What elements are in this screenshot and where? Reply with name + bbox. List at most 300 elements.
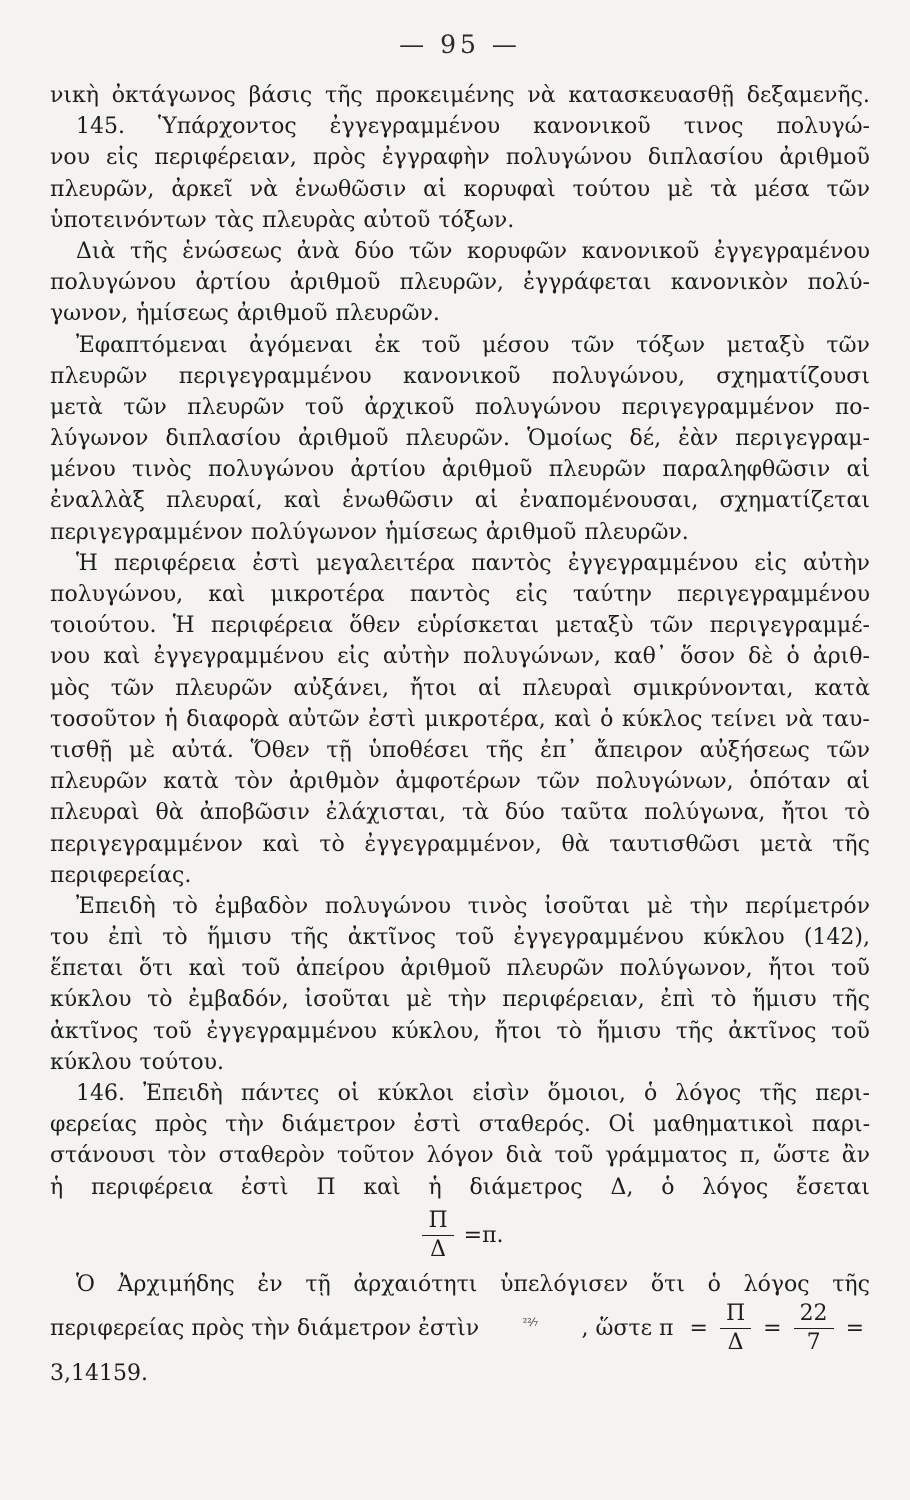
word: ἐγγεγραμμένον, xyxy=(364,831,542,857)
word: π, xyxy=(739,1143,762,1169)
text-body xyxy=(50,80,870,1203)
word: κύκλος xyxy=(622,706,703,732)
word: τῆς xyxy=(290,925,329,951)
word: ὅτι xyxy=(138,956,173,982)
word: πλευραί, xyxy=(166,488,263,514)
word: Ἀρχιμήδης xyxy=(117,1271,235,1297)
word: πλευρῶν. xyxy=(335,301,440,327)
word: αὐξάνει, xyxy=(293,675,390,701)
word: ἀριθμοῦ xyxy=(485,519,577,545)
word: τῶν xyxy=(826,176,870,202)
word: ὁ xyxy=(707,1271,721,1297)
word: τείνει xyxy=(710,706,777,732)
equals-sign-2: = xyxy=(763,1316,782,1342)
word: λόγος xyxy=(675,1081,742,1106)
word: ὅθεν xyxy=(349,613,401,639)
word: περιγεγραμμένου xyxy=(178,363,372,389)
word: τῶν xyxy=(571,332,615,358)
word: ταύτην xyxy=(572,582,652,607)
word: αὐτῶν xyxy=(287,706,360,732)
word: εἰσὶν xyxy=(472,1081,530,1106)
word: τῆς xyxy=(832,987,870,1013)
word: τὸ xyxy=(162,925,188,951)
text-line xyxy=(50,361,870,392)
word: πο- xyxy=(834,394,870,420)
word: ἀκτῖνος xyxy=(728,1018,817,1044)
word: εἰς xyxy=(754,550,787,576)
word: τοῦ xyxy=(455,925,495,951)
word: τὴν xyxy=(689,893,729,919)
word: νὰ xyxy=(527,83,556,108)
word: ἑνωθῶσιν xyxy=(294,176,407,202)
word: ἀνὰ xyxy=(296,238,340,264)
word: κανονικοῦ xyxy=(402,363,521,389)
word: σταθερὸν xyxy=(218,1143,325,1169)
word: τόξων. xyxy=(438,207,515,233)
word: τὸ xyxy=(556,1018,582,1044)
word: περιγεγραμμέ- xyxy=(709,613,870,639)
word: κατὰ xyxy=(814,675,870,701)
word: περιφερείας. xyxy=(50,862,192,888)
word: τινὸς xyxy=(467,893,528,919)
word: αἱ xyxy=(478,675,502,701)
word: πολυγώνου, xyxy=(50,582,184,607)
word: σταθερός. xyxy=(478,1112,591,1138)
word: τῶν xyxy=(408,238,453,264)
word: περιγεγραμμένον xyxy=(50,519,243,545)
text-line xyxy=(50,922,870,953)
word: περι- xyxy=(815,1081,870,1106)
word: παρι- xyxy=(811,1112,870,1138)
word: πολυγώνου xyxy=(207,457,335,483)
word: ἐναλλὰξ xyxy=(50,488,145,514)
word: περιφέρεια xyxy=(210,613,333,639)
word: πλευρῶν, xyxy=(399,270,504,296)
word: ἐστὶ xyxy=(240,1174,289,1200)
word: αἱ xyxy=(846,769,870,795)
word: Ἡ xyxy=(172,613,195,639)
word: πλευρῶν. xyxy=(405,426,510,452)
equals-sign-3: = xyxy=(845,1316,864,1342)
word: μένου xyxy=(50,457,116,483)
word: ἐπὶ xyxy=(660,987,696,1013)
word: θὰ xyxy=(155,800,184,826)
word: τοῦ xyxy=(554,1143,594,1169)
word: τῆς xyxy=(759,1081,797,1106)
word: μικροτέρα, xyxy=(424,706,546,732)
word: αἱ xyxy=(846,457,870,483)
word: μέσου xyxy=(482,332,550,358)
formula-rhs: =π. xyxy=(463,1223,504,1249)
pi-fraction xyxy=(422,1207,453,1264)
word: Ἡ xyxy=(76,550,98,576)
word: πολύγωνον, xyxy=(619,956,753,982)
word: ἐστὶ xyxy=(252,550,300,576)
word: πλευρῶν xyxy=(548,457,647,483)
word: ἕπεται xyxy=(50,956,124,982)
text-line xyxy=(50,267,870,298)
word: ταυτισθῶσι xyxy=(609,831,741,857)
word: τῇ xyxy=(305,1271,331,1297)
word: δεξαμενῆς. xyxy=(746,83,870,108)
pi-fraction-2 xyxy=(720,1300,751,1357)
word: αὐτά. xyxy=(171,737,234,763)
word: ἐμβαδὸν xyxy=(214,893,309,919)
text-line xyxy=(50,1140,870,1171)
fraction3-denominator: 7 xyxy=(806,1330,821,1356)
word: πολύ- xyxy=(807,270,870,296)
word: ὑποτεινόντων xyxy=(50,207,207,233)
final-text-main: περιφερείας πρὸς τὴν διάμετρον ἐστὶν xyxy=(50,1316,480,1342)
text-line xyxy=(50,797,870,828)
word: ἐκ xyxy=(374,332,401,358)
text-line xyxy=(50,860,870,891)
word: πλευρὰς xyxy=(262,207,356,233)
word: ἥμισυ xyxy=(596,1018,662,1044)
small-fraction: ²²⁄₇ xyxy=(522,1316,538,1330)
word: κύκλου xyxy=(50,987,132,1013)
final-text-after: , ὥστε π xyxy=(581,1316,674,1342)
word: καὶ xyxy=(103,644,141,670)
word: μέσα xyxy=(754,176,810,202)
word: μετὰ xyxy=(50,394,103,420)
word: νὰ xyxy=(785,706,814,732)
final-math xyxy=(684,1300,871,1357)
word: ὅσον xyxy=(680,644,735,670)
word: λόγον xyxy=(426,1143,494,1169)
word: ἐγγεγραμμένου xyxy=(513,925,684,951)
text-line xyxy=(50,142,870,173)
word: δύο xyxy=(504,800,545,826)
word: ὁ xyxy=(786,644,800,670)
fraction-denominator: Δ xyxy=(430,1237,446,1263)
word: δὲ xyxy=(748,644,774,670)
word: μεγαλειτέρα xyxy=(316,550,456,576)
word: τισθῇ xyxy=(50,737,113,763)
text-line xyxy=(50,548,870,579)
word: ἡ xyxy=(428,1174,442,1200)
fraction3-numerator: 22 xyxy=(794,1300,834,1329)
word: θὰ xyxy=(561,831,590,857)
word: τὸν xyxy=(167,1143,207,1169)
text-line xyxy=(50,953,870,984)
word: ἐστὶ xyxy=(413,1112,462,1138)
word: ὁπόταν xyxy=(749,769,831,795)
word: ἐγγεγραμμένου xyxy=(153,644,325,670)
word: ὥστε xyxy=(773,1143,830,1169)
word: πολυγώνων, xyxy=(595,769,734,795)
word: αὐξήσεως xyxy=(699,737,810,763)
word: πλευρῶν xyxy=(506,956,604,982)
word: αὐτὴν xyxy=(802,550,870,576)
page-number: — 95 — xyxy=(399,30,521,59)
word: πολυγώνου xyxy=(505,145,632,171)
word: ἡ xyxy=(164,706,178,732)
word: μὲ xyxy=(646,893,673,919)
word: καὶ xyxy=(262,831,300,857)
word: ἀρχικοῦ xyxy=(364,394,455,420)
word: ἤτοι xyxy=(768,956,816,982)
text-line xyxy=(50,80,870,111)
word: ἀρκεῖ xyxy=(171,176,233,202)
word: σχηματίζεται xyxy=(719,488,870,514)
word: ὀκτάγωνος xyxy=(111,83,236,108)
word: τὴν xyxy=(447,987,487,1013)
word: τινος xyxy=(683,114,744,140)
word: περίμετρόν xyxy=(745,893,870,919)
word: κανονικοῦ xyxy=(581,238,700,264)
word: τούτου. xyxy=(139,1049,225,1075)
word: τὰς xyxy=(214,207,255,233)
word: ἥμισυ xyxy=(752,987,817,1013)
word: περιφέρεια xyxy=(91,1174,214,1200)
word: Ἐπειδὴ xyxy=(76,893,156,919)
word: διάμετρον xyxy=(281,1112,396,1138)
word: τοῦτον xyxy=(336,1143,415,1169)
word: καὶ xyxy=(283,488,322,514)
word: νὰ xyxy=(249,176,279,202)
word: τῶν xyxy=(826,332,870,358)
word: προκειμένης xyxy=(375,83,515,108)
word: Ὁ xyxy=(76,1271,95,1297)
word: ἡμίσεως xyxy=(136,301,229,327)
word: Οἱ xyxy=(608,1112,636,1138)
text-line xyxy=(50,1078,870,1109)
word: περιφέρειαν, xyxy=(502,987,645,1013)
word: ἐμβαδόν, xyxy=(188,987,289,1013)
word: ἐγγράφεται xyxy=(523,270,652,296)
word: τὰ xyxy=(710,176,738,202)
word: Ἐπειδὴ xyxy=(143,1081,223,1106)
word: πλευρῶν xyxy=(50,769,148,795)
archimedes-fraction xyxy=(794,1300,834,1357)
word: λύγωνον xyxy=(50,426,149,452)
word: Διὰ xyxy=(76,238,116,264)
word: σμικρύνονται, xyxy=(632,675,794,701)
word: τὸν xyxy=(234,769,274,795)
word: ἐγγεγραμένου xyxy=(713,238,870,264)
final-formula-line xyxy=(50,1300,870,1358)
word: διαφορὰ xyxy=(186,706,280,732)
word: διπλασίου xyxy=(647,145,764,171)
word: ἤτοι xyxy=(409,675,458,701)
word: ἤτοι xyxy=(494,1018,542,1044)
word: πολυγώ- xyxy=(776,114,870,140)
word: κύκλου xyxy=(703,925,785,951)
word: τοιούτου. xyxy=(50,613,157,639)
text-line xyxy=(50,1047,870,1078)
word: ἐναπομένουσαι, xyxy=(519,488,699,514)
word: τῶν xyxy=(123,394,167,420)
text-line xyxy=(50,735,870,766)
word: τῶν xyxy=(649,613,694,639)
word: ἀμφοτέρων xyxy=(395,769,521,795)
word: ἐγγεγραμμένου xyxy=(206,1018,377,1044)
word: παντὸς xyxy=(471,550,552,576)
word: στάνουσι xyxy=(50,1143,156,1169)
word: τινὸς xyxy=(131,457,192,483)
word: περιγεγραμ- xyxy=(735,426,870,452)
word: τῶν xyxy=(110,675,155,701)
word: 146. xyxy=(76,1081,125,1106)
word: πλευρῶν. xyxy=(584,519,689,545)
word: τῶν xyxy=(536,769,581,795)
word: τοῦ xyxy=(831,1018,870,1044)
word: ἐγγεγραμμένου xyxy=(329,114,501,140)
archimedes-line xyxy=(50,1269,870,1300)
word: κύκλοι xyxy=(377,1081,455,1106)
word: αἱ xyxy=(423,176,447,202)
word: ἰσοῦται xyxy=(544,893,631,919)
text-line xyxy=(50,766,870,797)
word: κατὰ xyxy=(163,769,219,795)
word: παραληφθῶσιν xyxy=(662,457,831,483)
word: καὶ xyxy=(554,706,592,732)
word: πολυγώνου xyxy=(474,394,602,420)
word: πρὸς xyxy=(312,145,366,171)
word: νου xyxy=(50,145,90,171)
word: καὶ xyxy=(188,956,226,982)
word: ἐπὶ xyxy=(108,925,143,951)
text-line xyxy=(50,641,870,672)
word: τὸ xyxy=(172,893,198,919)
word: καὶ xyxy=(363,1174,401,1200)
word: ταῦτα xyxy=(560,800,629,826)
word: ὁ xyxy=(600,706,614,732)
word: ἡμίσεως xyxy=(385,519,478,545)
word: τὸ xyxy=(147,987,173,1013)
word: ἀριθμοῦ xyxy=(779,145,870,171)
word: ἂν xyxy=(841,1143,870,1169)
word: ἑνώσεως xyxy=(182,238,283,264)
word: ἀριθμοῦ xyxy=(400,956,491,982)
word: γράμματος xyxy=(605,1143,728,1169)
fraction2-denominator: Δ xyxy=(727,1330,744,1356)
text-line xyxy=(50,891,870,922)
word: ὁ xyxy=(643,1081,658,1106)
word: νου xyxy=(50,644,90,670)
word: ταυ- xyxy=(822,706,870,732)
word: ἀρχαιότητι xyxy=(353,1271,478,1297)
word: ἐστὶ xyxy=(368,706,416,732)
word: παντὸς xyxy=(409,582,491,607)
word: ἀριθμοῦ xyxy=(289,270,381,296)
text-line xyxy=(50,485,870,516)
word: αὐτὴν xyxy=(382,644,450,670)
word: Π xyxy=(316,1174,336,1200)
word: λόγος xyxy=(702,1174,769,1200)
word: περιφέρειαν, xyxy=(154,145,297,171)
word: ὅμοιοι, xyxy=(547,1081,626,1106)
word: τὸ xyxy=(844,800,870,826)
word: Ὑπάρχοντος xyxy=(157,114,297,140)
text-line xyxy=(50,1109,870,1140)
word: ἀγόμεναι xyxy=(249,332,353,358)
equals-sign: = xyxy=(689,1316,708,1342)
word: ἥμισυ xyxy=(206,925,272,951)
word: μαθηματικοὶ xyxy=(652,1112,795,1138)
word: εἰς xyxy=(515,582,548,607)
word: ἄπειρον xyxy=(594,737,683,763)
final-line-text xyxy=(50,1316,684,1341)
word: τῆς xyxy=(129,238,168,264)
word: τοσοῦτον xyxy=(50,706,156,732)
word: ἔσεται xyxy=(796,1174,870,1200)
word: 145. xyxy=(76,114,125,140)
text-line xyxy=(50,579,870,610)
word: περιγεγραμμένου xyxy=(677,582,870,607)
text-line xyxy=(50,205,870,236)
word: κύκλου, xyxy=(391,1018,480,1044)
word: Ἐφαπτόμεναι xyxy=(76,332,228,358)
word: Ὅθεν xyxy=(250,737,310,763)
word: ἀριθ- xyxy=(812,644,870,670)
word: κανονικοῦ xyxy=(533,114,651,140)
text-line xyxy=(50,330,870,361)
word: εὑρίσκεται xyxy=(416,613,539,639)
word: δέ, xyxy=(629,426,662,452)
word: ἀριθμοῦ xyxy=(297,426,389,452)
word: πάντες xyxy=(240,1081,320,1106)
word: τοῦ xyxy=(241,956,281,982)
text-line xyxy=(50,1172,870,1203)
word: τῆς xyxy=(325,83,363,108)
text-line xyxy=(50,111,870,142)
word: κατασκευασθῇ xyxy=(568,83,734,108)
word: του xyxy=(50,925,89,951)
word: εἰς xyxy=(106,145,139,171)
word: διάμετρος xyxy=(469,1174,583,1200)
word: τὸ xyxy=(319,831,345,857)
word: ἐγγεγραμμένου xyxy=(567,550,739,576)
text-line xyxy=(50,454,870,485)
text-line xyxy=(50,829,870,860)
word: αἱ xyxy=(474,488,499,514)
word: σχηματίζουσι xyxy=(716,363,870,389)
word: ἰσοῦται xyxy=(304,987,391,1013)
word: φερείας xyxy=(50,1112,137,1138)
word: ἐν xyxy=(257,1271,283,1297)
text-line xyxy=(50,704,870,735)
word: μὲ xyxy=(128,737,155,763)
word: ὑποθέσει xyxy=(368,737,470,763)
text-line xyxy=(50,610,870,641)
word: πολυγώνου, xyxy=(551,363,685,389)
word: οἱ xyxy=(337,1081,360,1106)
word: πολυγώνου xyxy=(50,270,177,296)
word: πλευρῶν xyxy=(175,675,273,701)
word: ἀριθμὸν xyxy=(289,769,380,795)
word: νικὴ xyxy=(50,83,99,108)
word: ἀριθμοῦ xyxy=(236,301,328,327)
word: δύο xyxy=(354,238,395,264)
text-line xyxy=(50,298,870,329)
word: τῇ xyxy=(326,737,352,763)
word: ὁ xyxy=(661,1174,675,1200)
word: τοῦ xyxy=(421,332,461,358)
word: καὶ xyxy=(208,582,246,607)
word: πλευραὶ xyxy=(522,675,612,701)
word: ὑπελόγισεν xyxy=(500,1271,629,1297)
word: γωνον, xyxy=(50,301,129,327)
word: πολύγωνα, xyxy=(644,800,766,826)
word: μεταξὺ xyxy=(555,613,634,639)
pi-formula xyxy=(50,1203,870,1269)
word: περιγεγραμμένον xyxy=(50,831,243,857)
word: Ὁμοίως xyxy=(527,426,613,452)
word: ἐὰν xyxy=(678,426,719,452)
word: πλευρῶν, xyxy=(50,176,155,202)
